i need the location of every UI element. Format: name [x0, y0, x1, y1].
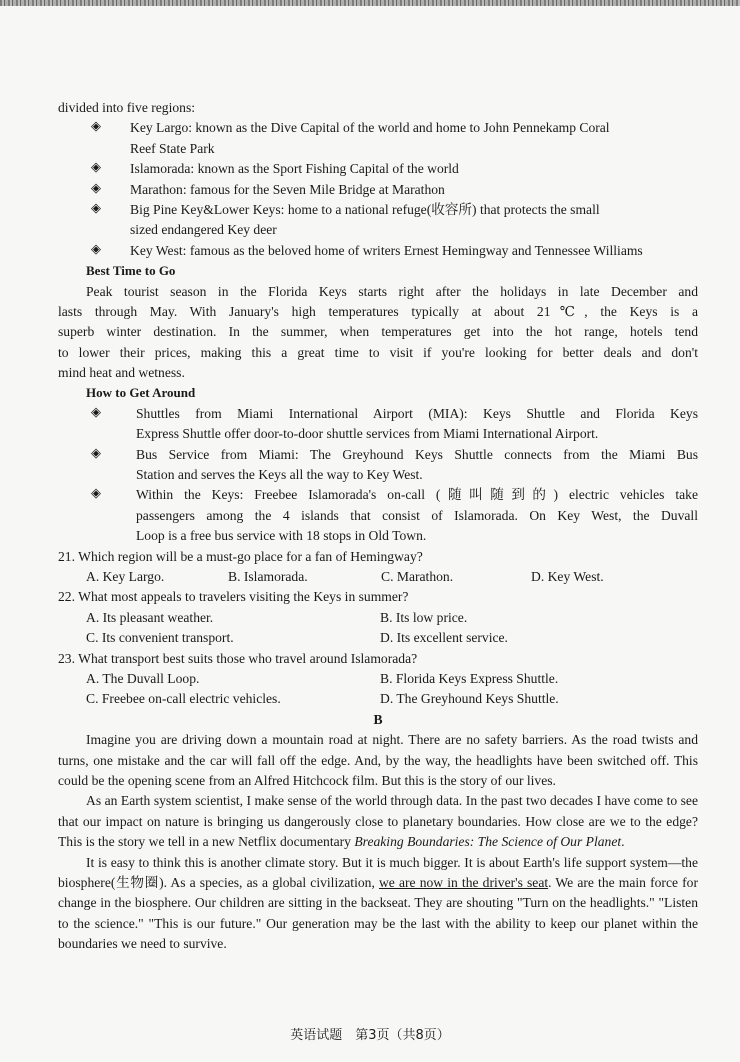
- transport-item: [58, 404, 698, 445]
- region-line: Big Pine Key&Lower Keys: home to a national refuge(收容所) that protects the small: [130, 201, 600, 217]
- transport-item: [58, 445, 698, 486]
- diamond-bullet-icon: ◈: [91, 444, 101, 460]
- options-row: [58, 567, 698, 587]
- option-d[interactable]: D. Its excellent service.: [380, 630, 508, 646]
- paragraph-text: It is easy to think this is another climate story. But it is much bigger. It is about Earth's life support system—the biosphere(生物圈). As a species, as a global civilization,: [58, 854, 698, 890]
- diamond-bullet-icon: ◈: [91, 240, 101, 256]
- scan-top-edge: [0, 0, 740, 6]
- documentary-title: Breaking Boundaries: The Science of Our Planet: [354, 834, 622, 850]
- region-line: sized endangered Key deer: [130, 222, 277, 238]
- region-item: [58, 159, 698, 179]
- region-line: Key Largo: known as the Dive Capital of the world and home to John Pennekamp Coral: [130, 120, 610, 136]
- transport-line: Express Shuttle offer door-to-door shuttle services from Miami International Airport.: [136, 426, 599, 442]
- best-time-line: lasts through May. With January's high temperatures typically at about 21℃, the Keys is a: [58, 303, 698, 319]
- options-row: [58, 689, 698, 709]
- region-line: Reef State Park: [130, 140, 215, 156]
- passage-paragraph-1: Imagine you are driving down a mountain road at night. There are no safety barriers. As the road twists and turns, one mistake and the car will fall off the edge. And, by the way, the headlights have been switched off. This could be the opening scene from an Alfred Hitchcock film. But this is the story of our lives.: [58, 732, 698, 788]
- section-b-label: B: [373, 711, 383, 727]
- best-time-line: mind heat and wetness.: [58, 365, 185, 381]
- question-stem: 22. What most appeals to travelers visiting the Keys in summer?: [58, 589, 409, 605]
- region-line: Islamorada: known as the Sport Fishing Capital of the world: [130, 161, 459, 177]
- diamond-bullet-icon: ◈: [91, 403, 101, 419]
- document-page: [58, 98, 698, 955]
- transport-line: passengers among the 4 islands that consist of Islamorada. On Key West, the Duvall: [136, 507, 698, 523]
- option-c[interactable]: C. Its convenient transport.: [86, 630, 234, 646]
- paragraph-text: . We are the main force for change in the biosphere. Our children are sitting in the backseat. They are shouting "Turn on the headlights." "Listen to the science." "This is our future." Our generation may be the last with the ability to keep our planet within the boundaries we need to survive.: [58, 874, 698, 952]
- option-b[interactable]: B. Islamorada.: [228, 568, 308, 584]
- region-line: Marathon: famous for the Seven Mile Bridge at Marathon: [130, 181, 445, 197]
- diamond-bullet-icon: ◈: [91, 118, 101, 134]
- option-a[interactable]: A. Key Largo.: [86, 568, 165, 584]
- option-b[interactable]: B. Its low price.: [380, 609, 468, 625]
- diamond-bullet-icon: ◈: [91, 159, 101, 175]
- paragraph-end: .: [621, 834, 625, 850]
- transport-item: [58, 485, 698, 546]
- get-around-heading: How to Get Around: [86, 385, 196, 401]
- best-time-line: Peak tourist season in the Florida Keys starts right after the holidays in late December and: [86, 283, 698, 299]
- transport-line: Shuttles from Miami International Airport (MIA): Keys Shuttle and Florida Keys: [136, 405, 698, 421]
- diamond-bullet-icon: ◈: [91, 485, 101, 501]
- page-footer: 英语试题 第3页（共8页）: [290, 1028, 450, 1043]
- option-a[interactable]: A. The Duvall Loop.: [86, 670, 200, 686]
- regions-list: [58, 118, 698, 261]
- transport-line: Loop is a free bus service with 18 stops in Old Town.: [136, 528, 427, 544]
- passage-paragraph-3: [58, 853, 698, 955]
- options-row: [58, 608, 698, 628]
- region-item: [58, 180, 698, 200]
- question-22: [58, 587, 698, 648]
- intro-line: divided into five regions:: [58, 100, 196, 115]
- passage-paragraph-2: [58, 791, 698, 852]
- region-item: [58, 118, 698, 159]
- question-stem: 23. What transport best suits those who travel around Islamorada?: [58, 650, 418, 666]
- option-d[interactable]: D. Key West.: [531, 568, 604, 584]
- best-time-line: to lower their prices, making this a great time to visit if you're looking for better deals and don't: [58, 344, 698, 360]
- option-d[interactable]: D. The Greyhound Keys Shuttle.: [380, 691, 559, 707]
- option-b[interactable]: B. Florida Keys Express Shuttle.: [380, 670, 559, 686]
- best-time-heading: Best Time to Go: [86, 263, 176, 279]
- transport-line: Within the Keys: Freebee Islamorada's on-call (随叫随到的) electric vehicles take: [136, 487, 698, 503]
- option-c[interactable]: C. Marathon.: [381, 568, 454, 584]
- option-a[interactable]: A. Its pleasant weather.: [86, 609, 214, 625]
- region-line: Key West: famous as the beloved home of writers Ernest Hemingway and Tennessee Williams: [130, 242, 643, 258]
- transport-line: Station and serves the Keys all the way to Key West.: [136, 467, 423, 483]
- diamond-bullet-icon: ◈: [91, 179, 101, 195]
- diamond-bullet-icon: ◈: [91, 199, 101, 215]
- question-stem: 21. Which region will be a must-go place for a fan of Hemingway?: [58, 548, 423, 564]
- options-row: [58, 628, 698, 648]
- question-21: [58, 547, 698, 588]
- option-c[interactable]: C. Freebee on-call electric vehicles.: [86, 691, 281, 707]
- question-23: [58, 649, 698, 710]
- region-item: [58, 200, 698, 241]
- underlined-phrase: we are now in the driver's seat: [378, 874, 549, 890]
- region-item: [58, 241, 698, 261]
- paragraph-text: As an Earth system scientist, I make sense of the world through data. In the past two decades I have come to see that our impact on nature is bringing us dangerously close to planetary boundaries. How close are we to the edge? This is the story we tell in a new Netflix documentary: [58, 793, 698, 850]
- options-row: [58, 669, 698, 689]
- best-time-line: superb winter destination. In the summer, when temperatures get into the hot range, hotels tend: [58, 324, 698, 340]
- transport-line: Bus Service from Miami: The Greyhound Keys Shuttle connects from the Miami Bus: [136, 446, 698, 462]
